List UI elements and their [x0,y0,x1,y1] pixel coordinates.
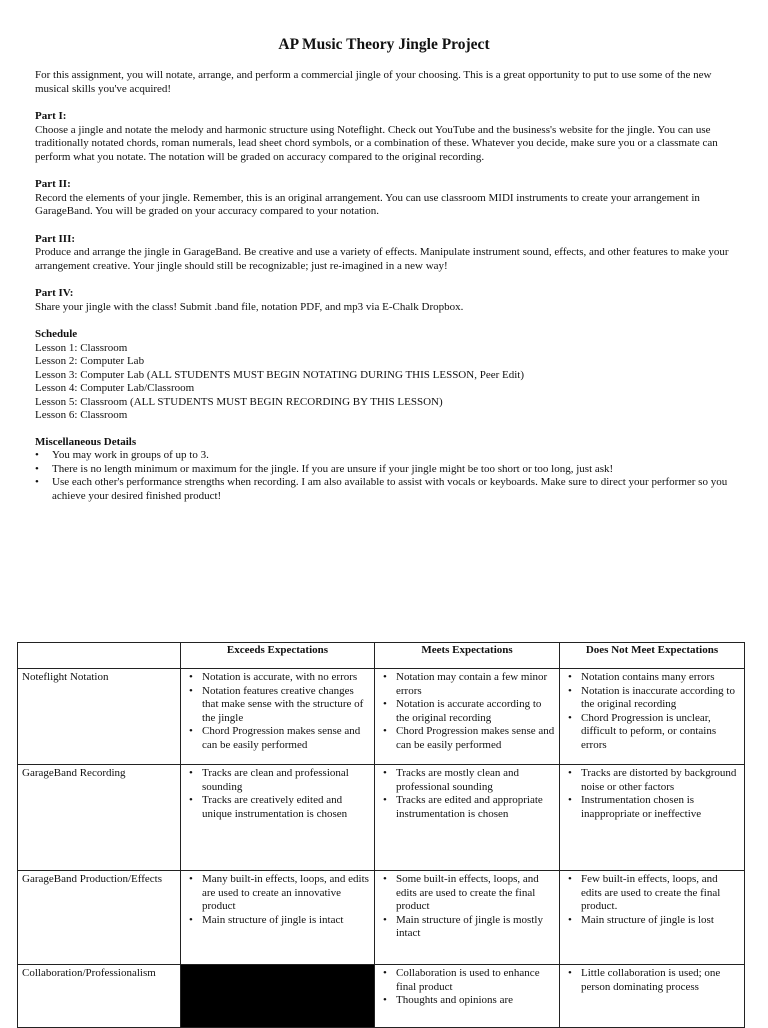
rubric-header-meets: Meets Expectations [375,643,560,669]
rubric-row-notation [18,669,745,765]
part-1-section [35,110,735,164]
schedule-item: Lesson 4: Computer Lab/Classroom [35,382,195,394]
rubric-bullet: • Main structure of jingle is intact [202,914,370,928]
rubric-header-row [18,643,745,669]
rubric-row-collaboration [18,965,745,1028]
rubric-bullet: • Tracks are distorted by background noise or other factors [581,767,740,794]
rubric-bullet: • Notation is accurate according to the original recording [396,698,555,725]
rubric-cell-not-meet [560,765,745,871]
schedule-item: Lesson 2: Computer Lab [35,355,145,367]
misc-heading: Miscellaneous Details [35,435,137,448]
part-2-text: Record the elements of your jingle. Remember, this is an original arrangement. You can use classroom MIDI instruments to create your arrangement in GarageBand. You will be graded on your accuracy compared to your notation. [35,191,700,217]
schedule-section [35,328,735,423]
rubric-criterion: Noteflight Notation [18,669,181,765]
part-4-text: Share your jingle with the class! Submit .band file, notation PDF, and mp3 via E-Chalk Dropbox. [35,300,464,313]
rubric-bullet: • Notation may contain a few minor errors [396,671,555,698]
rubric-criterion: GarageBand Production/Effects [18,871,181,965]
rubric-bullet: • Notation features creative changes that make sense with the structure of the jingle [202,685,370,726]
rubric-row-production [18,871,745,965]
rubric-header-corner [18,643,181,669]
rubric-cell-exceeds [181,669,375,765]
rubric-bullet: • Notation is inaccurate according to the original recording [581,685,740,712]
rubric-bullet: • Chord Progression makes sense and can be easily performed [396,725,555,752]
part-3-section [35,233,735,274]
rubric-bullet: • Instrumentation chosen is inappropriate or ineffective [581,794,740,821]
rubric-bullet: • Thoughts and opinions are [396,994,555,1008]
part-2-heading: Part II: [35,178,71,190]
rubric-cell-not-meet [560,871,745,965]
rubric-cell-meets [375,871,560,965]
rubric-bullet: • Notation is accurate, with no errors [202,671,370,685]
rubric-bullet: • Many built-in effects, loops, and edits are used to create an innovative product [202,873,370,914]
document-body [35,69,735,516]
rubric-header-not-meet: Does Not Meet Expectations [560,643,745,669]
schedule-item: Lesson 5: Classroom (ALL STUDENTS MUST BEGIN RECORDING BY THIS LESSON) [35,395,443,408]
rubric-cell-exceeds-blacked-out [181,965,375,1028]
rubric-bullet: • Main structure of jingle is mostly intact [396,914,555,941]
rubric-cell-not-meet [560,965,745,1028]
intro-paragraph: For this assignment, you will notate, arrange, and perform a commercial jingle of your choosing. This is a great opportunity to put to use some of the new musical skills you've acquired! [35,69,712,95]
rubric-bullet: • Main structure of jingle is lost [581,914,740,928]
rubric-bullet: • Notation contains many errors [581,671,740,685]
rubric-bullet: • Chord Progression makes sense and can be easily performed [202,725,370,752]
part-3-text: Produce and arrange the jingle in GarageBand. Be creative and use a variety of effects. Manipulate instrument sound, effects, and other features to make your arrangement creative. Your jingle should still be recognizable; just re-imagined in a new way! [35,246,729,272]
rubric-table [17,642,745,1028]
rubric-bullet: • Tracks are creatively edited and unique instrumentation is chosen [202,794,370,821]
rubric-criterion: GarageBand Recording [18,765,181,871]
schedule-item: Lesson 1: Classroom [35,341,128,354]
rubric-cell-meets [375,765,560,871]
schedule-heading: Schedule [35,328,78,340]
misc-list [35,449,735,503]
rubric-cell-meets [375,669,560,765]
rubric-bullet: • Chord Progression is unclear, difficult to peform, or contains errors [581,712,740,753]
rubric-bullet: • Little collaboration is used; one person dominating process [581,967,740,994]
rubric-cell-exceeds [181,871,375,965]
rubric-cell-meets [375,965,560,1028]
rubric-bullet: • Tracks are edited and appropriate instrumentation is chosen [396,794,555,821]
schedule-item: Lesson 3: Computer Lab (ALL STUDENTS MUST BEGIN NOTATING DURING THIS LESSON, Peer Edit) [35,368,524,381]
page-title: AP Music Theory Jingle Project [278,36,490,53]
part-4-heading: Part IV: [35,287,74,299]
rubric-bullet: • Tracks are clean and professional sounding [202,767,370,794]
rubric-bullet: • Tracks are mostly clean and professional sounding [396,767,555,794]
misc-item: • Use each other's performance strengths when recording. I am also available to assist with vocals or keyboards. Make sure to direct your performer so you achieve your desired finished product! [35,476,735,503]
rubric-bullet: • Collaboration is used to enhance final product [396,967,555,994]
schedule-list [35,342,735,423]
rubric-header-exceeds: Exceeds Expectations [181,643,375,669]
part-4-section [35,287,735,314]
rubric-cell-exceeds [181,765,375,871]
part-2-section [35,178,735,219]
rubric-bullet: • Some built-in effects, loops, and edits are used to create the final product [396,873,555,914]
schedule-item: Lesson 6: Classroom [35,409,128,421]
rubric-row-recording [18,765,745,871]
part-1-heading: Part I: [35,110,67,122]
misc-section [35,436,735,504]
part-3-heading: Part III: [35,232,76,245]
misc-item: • There is no length minimum or maximum for the jingle. If you are unsure if your jingle might be too short or too long, just ask! [35,463,735,477]
misc-item: • You may work in groups of up to 3. [35,449,735,463]
rubric-cell-not-meet [560,669,745,765]
rubric-bullet: • Few built-in effects, loops, and edits are used to create the final product. [581,873,740,914]
part-1-text: Choose a jingle and notate the melody and harmonic structure using Noteflight. Check out YouTube and the business's website for the jingle. You can use traditionally notated chords, roman numerals, lead sheet chord symbols, or a combination of these. Whatever you decide, make sure you or a classmate can perform what you notate. The notation will be graded on accuracy compared to the original recording. [35,123,718,163]
rubric-criterion: Collaboration/Professionalism [18,965,181,1028]
